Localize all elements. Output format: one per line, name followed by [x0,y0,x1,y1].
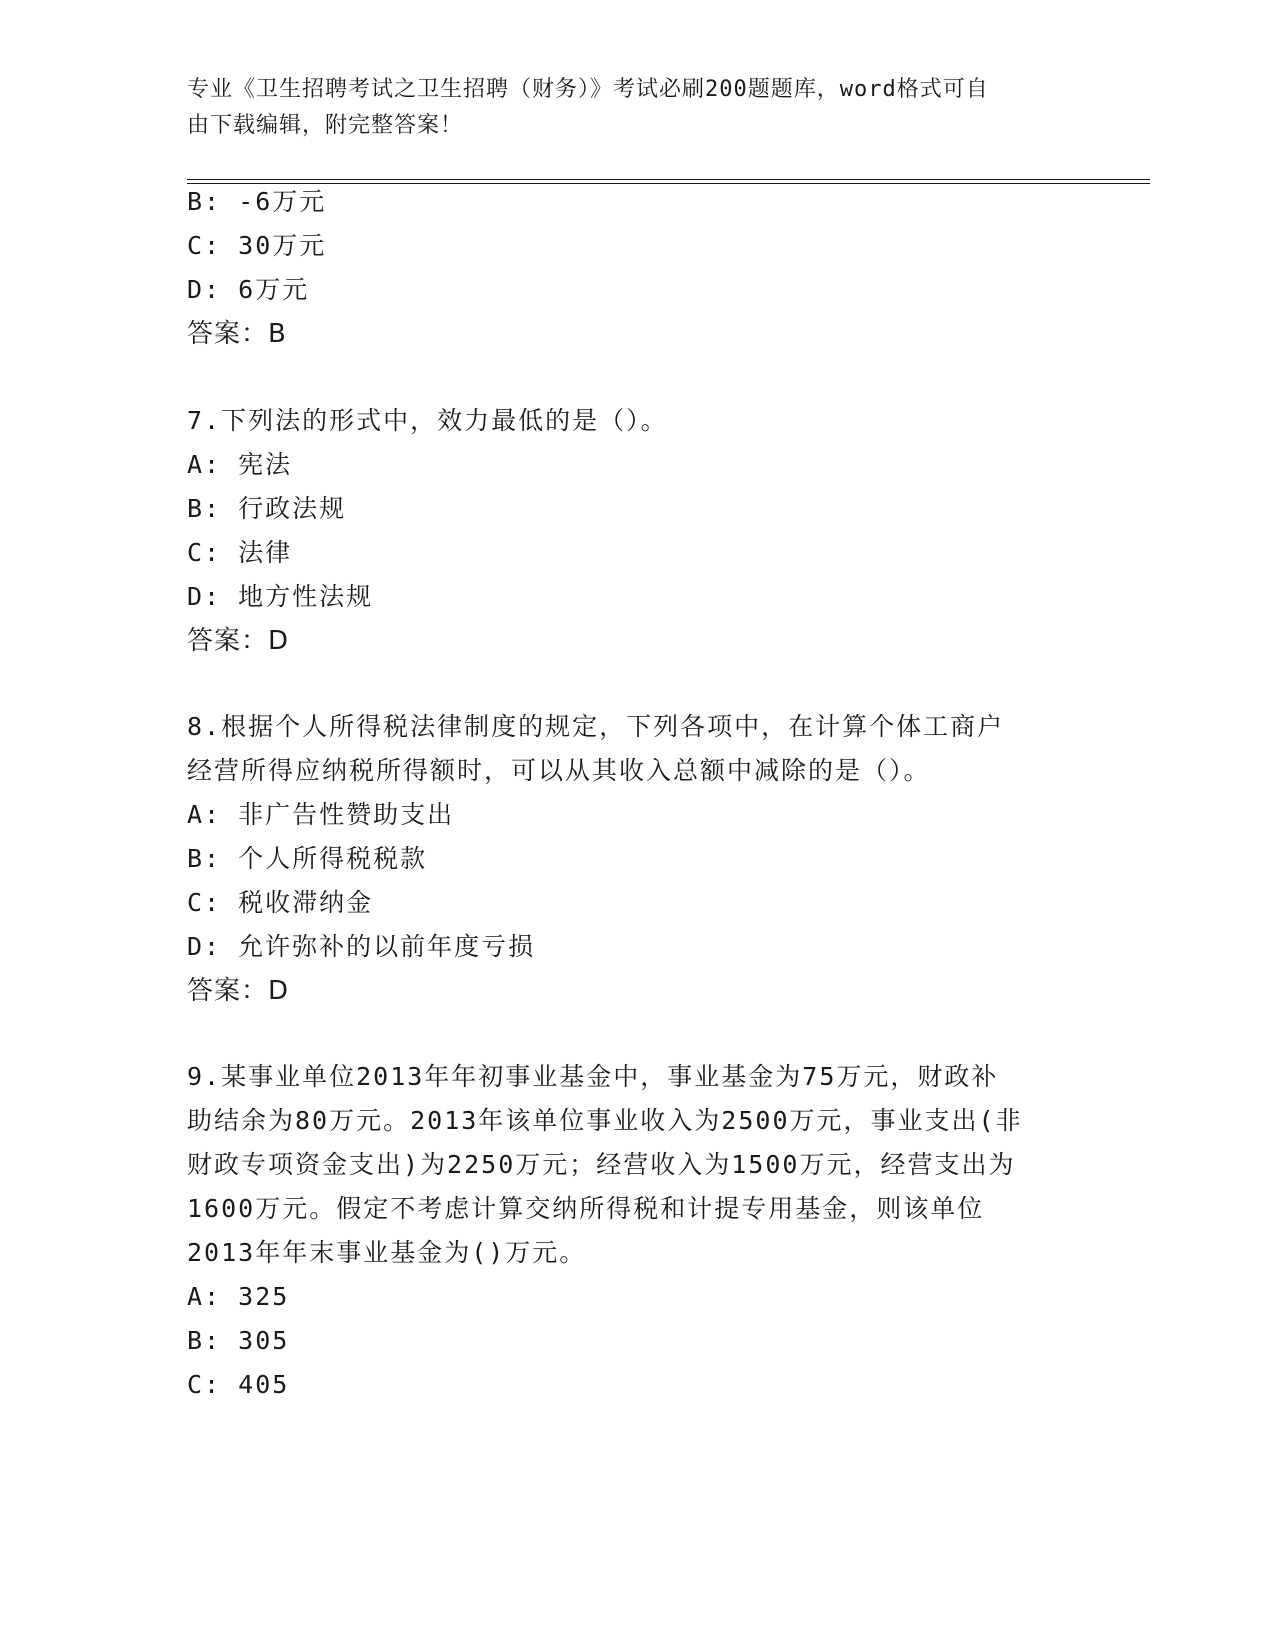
q9-stem-line-2: 助结余为80万元。2013年该单位事业收入为2500万元，事业支出(非 [187,1106,1023,1135]
q9-option-a [187,1279,289,1315]
option-text: 6万元 [238,275,310,304]
q7-option-d [187,579,373,615]
q6-answer: 答案：B [187,319,287,349]
option-text: 地方性法规 [238,582,374,611]
option-text: 行政法规 [238,494,347,523]
q7-stem-line-1: 7.下列法的形式中，效力最低的是（）。 [187,406,668,435]
option-text: 宪法 [238,450,293,479]
option-text: 非广告性赞助支出 [238,800,455,829]
q9-stem-line-4: 1600万元。假定不考虑计算交纳所得税和计提专用基金，则该单位 [187,1194,985,1223]
q6-option-c [187,228,326,264]
option-letter: D: [187,275,222,304]
option-text: 法律 [238,538,293,567]
option-text: 305 [238,1326,290,1355]
option-letter: A: [187,800,222,829]
document-header [187,72,1077,144]
option-text: 30万元 [238,231,327,260]
option-text: 405 [238,1370,290,1399]
header-line-2: 由下载编辑，附完整答案！ [187,113,464,138]
q6-option-b [187,184,326,220]
q6-option-d [187,272,309,308]
q7-option-c [187,535,292,571]
header-line-1: 专业《卫生招聘考试之卫生招聘（财务）》考试必刷200题题库，word格式可自 [187,77,989,102]
header-divider-top [187,179,1150,180]
option-text: 325 [238,1282,290,1311]
header-divider-bottom [187,183,1150,184]
q8-option-d [187,929,535,965]
q7-answer: 答案：D [187,626,290,656]
option-letter: B: [187,187,222,216]
option-text: -6万元 [238,187,327,216]
option-letter: C: [187,538,222,567]
q8-option-a [187,797,454,833]
q7-option-b [187,491,346,527]
q8-option-c [187,885,373,921]
option-letter: B: [187,494,222,523]
option-letter: D: [187,582,222,611]
q8-stem-line-1: 8.根据个人所得税法律制度的规定，下列各项中，在计算个体工商户 [187,712,1005,741]
option-letter: B: [187,844,222,873]
q9-stem-line-1: 9.某事业单位2013年年初事业基金中，事业基金为75万元，财政补 [187,1062,999,1091]
option-letter: A: [187,1282,222,1311]
q8-stem-line-2: 经营所得应纳税所得额时，可以从其收入总额中减除的是（）。 [187,756,931,785]
option-letter: A: [187,450,222,479]
option-letter: B: [187,1326,222,1355]
q9-option-b [187,1323,289,1359]
option-text: 个人所得税税款 [238,844,428,873]
option-letter: C: [187,1370,222,1399]
q8-option-b [187,841,427,877]
q9-stem-line-5: 2013年年末事业基金为()万元。 [187,1238,587,1267]
q8-answer: 答案：D [187,976,290,1006]
q9-stem-line-3: 财政专项资金支出)为2250万元；经营收入为1500万元，经营支出为 [187,1150,1016,1179]
option-text: 允许弥补的以前年度亏损 [238,932,536,961]
option-letter: C: [187,888,222,917]
q7-option-a [187,447,292,483]
option-text: 税收滞纳金 [238,888,374,917]
option-letter: D: [187,932,222,961]
option-letter: C: [187,231,222,260]
q9-option-c [187,1367,289,1403]
